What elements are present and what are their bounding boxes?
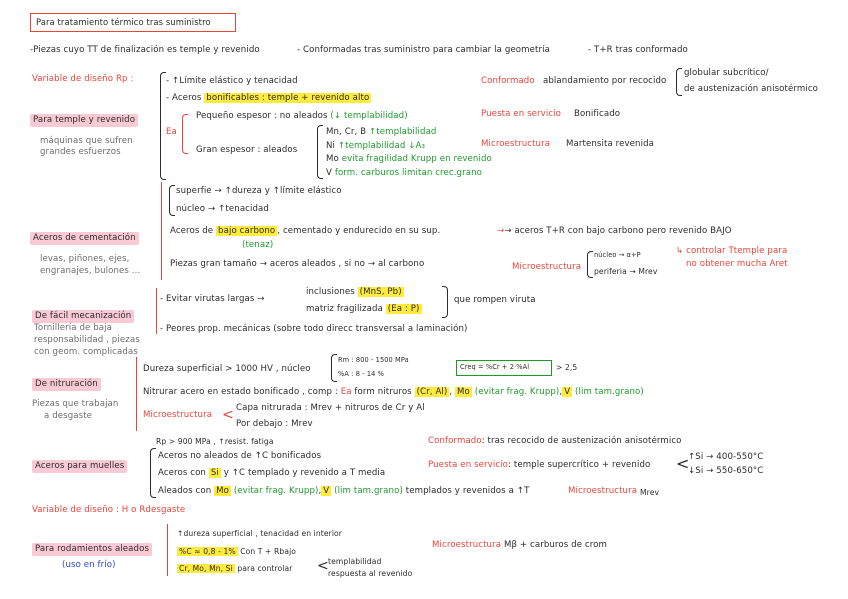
- cem-tenaz: (tenaz): [242, 240, 274, 250]
- mue-brace: [150, 448, 156, 498]
- temple-el2: Ni ↑templabilidad ↓A₃: [326, 141, 426, 151]
- mec-sub2: responsabilidad , piezas: [34, 335, 140, 345]
- cem-ctrl2: no obtener mucha Aret: [686, 259, 788, 269]
- cem-line1: Aceros de bajo carbono , cementado y endurecido en su sup.: [170, 226, 441, 236]
- cem-brace-top: [169, 185, 175, 216]
- cem-ctrl1: ↳ controlar Ttemple para: [676, 246, 788, 256]
- temple-serv-label: Puesta en servicio: [481, 109, 562, 119]
- nit-micro-label: Microestructura: [143, 410, 213, 420]
- cem-sub1: levas, piñones, ejes,: [40, 254, 130, 264]
- mec-heading: De fácil mecanización: [32, 310, 134, 323]
- nit-line2: Nitrurar acero en estado bonificado , comp : Ea form nitruros (Cr, Al) , Mo (evitar frag. Krupp), V (lim tam.grano): [143, 387, 644, 397]
- rod-rule: [167, 524, 168, 576]
- nit-rule: [136, 357, 137, 431]
- nit-brace: [331, 354, 337, 382]
- mue-si2: ↓Si → 550-650°C: [688, 466, 764, 476]
- nit-micro-m1: Capa nitrurada : Mrev + nitruros de Cr y Al: [236, 403, 425, 413]
- temple-el3: Mo evita fragilidad Krupp en revenido: [326, 154, 492, 164]
- nit-sub2: a desgaste: [44, 411, 93, 421]
- mue-serv: Puesta en servicio: temple supercrítico + revenido: [428, 460, 651, 470]
- rp-brace: [160, 72, 166, 180]
- rod-lt: <: [317, 558, 329, 574]
- rod-heading: Para rodamientos aleados: [32, 543, 152, 556]
- nit-rm: Rm : 800 - 1500 MPa: [338, 356, 409, 364]
- page-title: Para tratamiento térmico tras suministro: [36, 17, 211, 27]
- nit-creq: Creq = %Cr + 2·%Al: [460, 363, 530, 371]
- mue-line1: Aceros no aleados de ↑C bonificados: [158, 451, 322, 461]
- temple-gran: Gran espesor : aleados: [196, 145, 298, 155]
- mec-rompen: que rompen viruta: [454, 295, 536, 305]
- nit-creq2: > 2,5: [556, 363, 578, 372]
- temple-conf-label: Conformado: [481, 76, 535, 86]
- mec-sub1: Tornillería de baja: [34, 323, 112, 333]
- cem-micro-label: Microestructura: [512, 262, 582, 272]
- nit-sub1: Piezas que trabajan: [32, 399, 119, 409]
- cem-line2: Piezas gran tamaño → aceros aleados , si no → al carbono: [170, 259, 425, 269]
- rod-t1: templabilidad: [328, 557, 382, 566]
- temple-conf-r1: globular subcrítico/: [684, 68, 769, 78]
- rp-line1: - ↑Límite elástico y tenacidad: [166, 76, 298, 86]
- mue-line2: Aceros con Si y ↑C templado y revenido a T media: [158, 468, 386, 478]
- temple-el1: Mn, Cr, B ↑templabilidad: [326, 127, 437, 137]
- temple-conf-text: ablandamiento por recocido: [543, 76, 667, 86]
- mue-line3: Aleados con Mo (evitar frag. Krupp), V (lim tam.grano) templados y revenidos a ↑T: [158, 486, 530, 496]
- mue-conf: Conformado: tras recocido de austenización anisotérmico: [428, 436, 682, 446]
- mue-si1: ↑Si → 400-550°C: [688, 452, 764, 462]
- cem-b2: núcleo → ↑tenacidad: [176, 204, 269, 214]
- rp-line2: - Aceros bonificables : temple + revenido alto: [166, 93, 370, 103]
- nit-heading: De nitruración: [32, 378, 101, 391]
- temple-micro-text: Martensita revenida: [566, 139, 655, 149]
- mec-sub3: con geom. complicadas: [34, 347, 138, 357]
- cem-micro-brace: [587, 251, 593, 278]
- temple-micro-label: Microestructura: [481, 139, 551, 149]
- nit-pa: %A : 8 - 14 %: [338, 370, 385, 378]
- rod-sub: (uso en frío): [62, 560, 116, 570]
- cem-micro-m1: núcleo → α+P: [594, 251, 641, 259]
- cem-b1: superfie → ↑dureza y ↑límite elástico: [176, 186, 342, 196]
- temple-sub2: grandes esfuerzos: [40, 147, 121, 157]
- mec-brace: [442, 286, 448, 318]
- mec-line2: - Peores prop. mecánicas (sobre todo direcc transversal a laminación): [160, 324, 468, 334]
- intro-a: -Piezas cuyo TT de finalización es temple y revenido: [30, 45, 260, 55]
- cem-line1-arrow: →→ aceros T+R con bajo carbono pero revenido BAJO: [497, 226, 732, 236]
- temple-sub1: máquinas que sufren: [40, 136, 133, 146]
- cem-sub2: engranajes, bulones ...: [40, 266, 141, 276]
- intro-c: - T+R tras conformado: [588, 45, 688, 55]
- intro-b: - Conformadas tras suministro para cambiar la geometría: [297, 45, 550, 55]
- temple-gran-brace: [317, 125, 323, 179]
- mue-micro-text: Mrev: [640, 488, 660, 497]
- mue-serv-lt: <: [676, 454, 690, 473]
- temple-heading: Para temple y revenido: [30, 114, 138, 127]
- rod-line3: Cr, Mo, Mn, Si para controlar: [179, 564, 293, 573]
- mec-inc: inclusiones (MnS, Pb): [306, 287, 402, 297]
- rod-micro: Microestructura Mβ + carburos de crom: [432, 540, 608, 550]
- temple-ea-brace: [182, 114, 188, 154]
- nit-line1: Dureza superficial > 1000 HV , núcleo: [143, 364, 311, 374]
- cem-heading: Aceros de cementación: [30, 232, 139, 245]
- mue-heading: Aceros para muelles: [32, 460, 127, 473]
- mec-line1: - Evitar virutas largas →: [160, 294, 265, 304]
- cem-micro-m2: periferia → Mrev: [594, 267, 658, 276]
- cem-rule: [161, 182, 162, 280]
- mue-micro-label: Microestructura: [568, 486, 638, 496]
- rod-line1: ↑dureza superficial , tenacidad en interior: [177, 529, 343, 538]
- mue-rp: Rp > 900 MPa , ↑resist. fatiga: [156, 437, 274, 446]
- temple-conf-r2: de austenización anisotérmico: [684, 84, 818, 94]
- temple-conf-brace: [676, 68, 682, 96]
- rod-t2: respuesta al revenido: [328, 569, 413, 578]
- nit-micro-m2: Por debajo : Mrev: [236, 419, 313, 429]
- temple-peq: Pequeño espesor : no aleados (↓ templabilidad): [196, 111, 408, 121]
- nit-micro-lt: <: [222, 407, 234, 423]
- mec-mat: matriz fragilizada (Ea : P): [306, 304, 420, 314]
- temple-ea: Ea: [166, 127, 177, 137]
- temple-el4: V form. carburos limitan crec.grano: [326, 168, 482, 178]
- rod-line2: %C ≈ 0,8 - 1% Con T + Rbajo: [179, 547, 297, 556]
- temple-serv-text: Bonificado: [574, 109, 621, 119]
- mue-var: Variable de diseño : H o Rdesgaste: [32, 505, 186, 515]
- mec-rule: [156, 288, 157, 334]
- rp-label: Variable de diseño Rp :: [32, 74, 134, 84]
